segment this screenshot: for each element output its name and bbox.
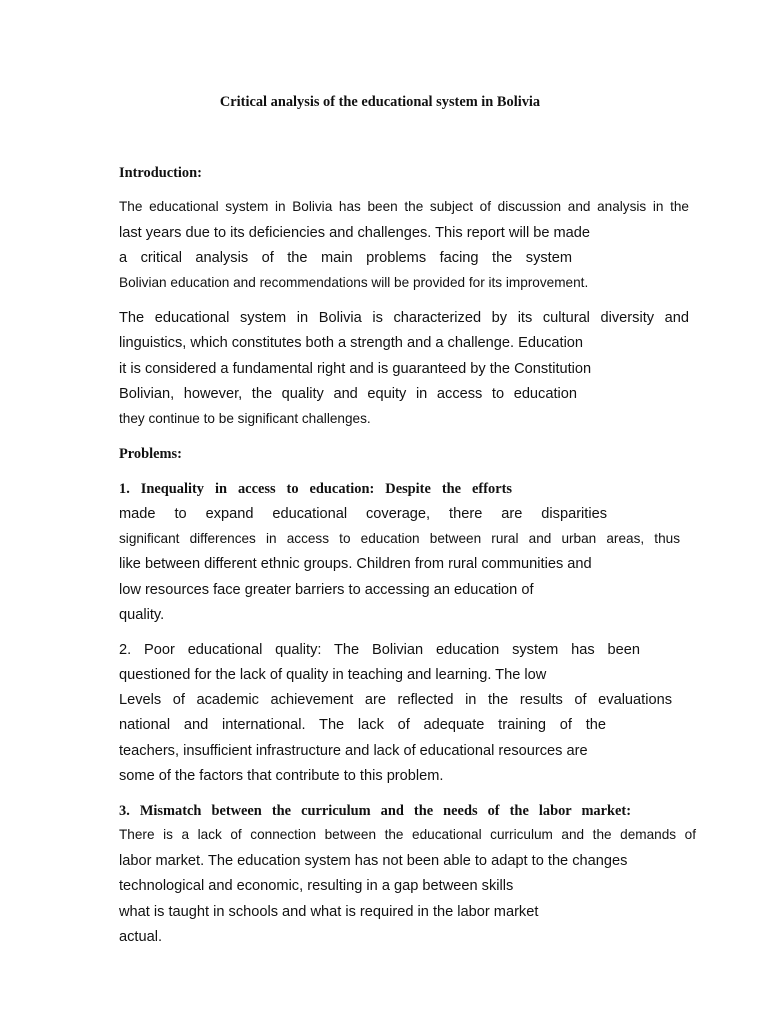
problem1-line: like between different ethnic groups. Children from rural communities and [119, 556, 592, 572]
problem3-line: 3. Mismatch between the curriculum and the needs of the labor market: [119, 803, 631, 819]
intro-p2-line: The educational system in Bolivia is characterized by its cultural diversity and [119, 310, 689, 326]
problem1-line: significant differences in access to education between rural and urban areas, thus [119, 531, 680, 546]
problem2-line: 2. Poor educational quality: The Bolivian education system has been [119, 642, 640, 658]
problem3-line: technological and economic, resulting in a gap between skills [119, 878, 514, 894]
intro-p1-line: a critical analysis of the main problems facing the system [119, 250, 572, 266]
problem2-line: Levels of academic achievement are reflected in the results of evaluations [119, 692, 672, 708]
problem1-line: quality. [119, 607, 165, 623]
introduction-heading: Introduction: [119, 165, 202, 181]
intro-p1-line: last years due to its deficiencies and challenges. This report will be made [119, 225, 591, 241]
problem3-line: what is taught in schools and what is required in the labor market [119, 904, 539, 920]
problem2-line: questioned for the lack of quality in teaching and learning. The low [119, 667, 547, 683]
problem3-line: labor market. The education system has not been able to adapt to the changes [119, 853, 628, 869]
problem2-line: some of the factors that contribute to this problem. [119, 768, 444, 784]
problem1-line: low resources face greater barriers to accessing an education of [119, 582, 534, 598]
intro-p1-line: Bolivian education and recommendations will be provided for its improvement. [119, 275, 589, 290]
problem1-line: made to expand educational coverage, there are disparities [119, 506, 607, 522]
problem1-line: 1. Inequality in access to education: Despite the efforts [119, 481, 512, 497]
intro-p1-line: The educational system in Bolivia has been the subject of discussion and analysis in the [119, 199, 689, 214]
intro-p2-line: they continue to be significant challenges. [119, 411, 371, 426]
intro-p2-line: linguistics, which constitutes both a strength and a challenge. Education [119, 335, 584, 351]
problem3-line: actual. [119, 929, 162, 945]
problem2-line: national and international. The lack of adequate training of the [119, 717, 606, 733]
problems-heading: Problems: [119, 446, 182, 462]
intro-p2-line: Bolivian, however, the quality and equity in access to education [119, 386, 577, 402]
problem2-line: teachers, insufficient infrastructure and lack of educational resources are [119, 743, 588, 759]
intro-p2-line: it is considered a fundamental right and is guaranteed by the Constitution [119, 361, 592, 377]
problem3-line: There is a lack of connection between the educational curriculum and the demands of [119, 827, 696, 842]
document-title: Critical analysis of the educational system in Bolivia [219, 94, 541, 110]
